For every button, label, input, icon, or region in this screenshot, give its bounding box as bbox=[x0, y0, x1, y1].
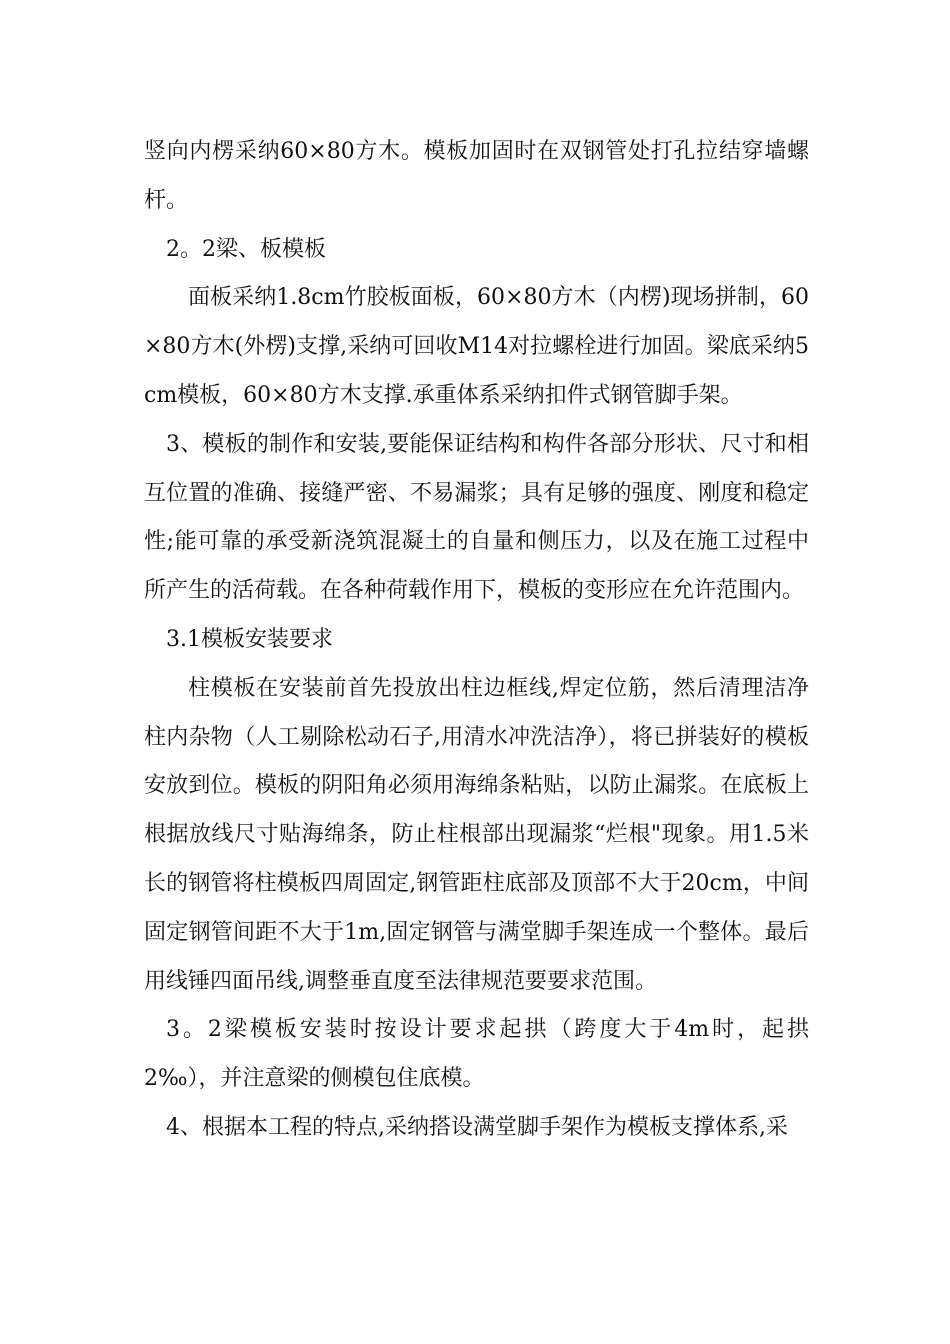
paragraph-wall-studs: 竖向内楞采纳60×80方木。模板加固时在双钢管处打孔拉结穿墙螺杆。 bbox=[144, 139, 809, 213]
paragraph-beam-camber: 3。2梁模板安装时按设计要求起拱（跨度大于4m时，起拱2‰），并注意梁的侧模包住底模。 bbox=[144, 1017, 809, 1092]
heading-beam-slab-formwork: 2。2梁、板模板 bbox=[166, 236, 326, 262]
paragraph-panel-materials: 面板采纳1.8cm竹胶板面板，60×80方木（内楞)现场拼制，60×80方木(外楞)支撑,采纳可回收M14对拉螺栓进行加固。梁底采纳5cm模板，60×80方木支撑.承重体系采纳扣件式钢管脚手架。 bbox=[144, 285, 809, 408]
paragraph-column-formwork: 柱模板在安装前首先投放出柱边框线,焊定位筋，然后清理洁净柱内杂物（人工剔除松动石子,用清水冲洗洁净），将已拼装好的模板安放到位。模板的阴阳角必须用海绵条粘贴，以防止漏浆。在底板上根据放线尺寸贴海绵条，防止柱根部出现漏浆“烂根"现象。用1.5米长的钢管将柱模板四周固定,钢管距柱底部及顶部不大于20cm，中间固定钢管间距不大于1m,固定钢管与满堂脚手架连成一个整体。最后用线锤四面吊线,调整垂直度至法律规范要要求范围。 bbox=[144, 675, 809, 994]
document-body bbox=[144, 128, 809, 1153]
paragraph-scaffold-support: 4、根据本工程的特点,采纳搭设满堂脚手架作为模板支撑体系,采 bbox=[166, 1114, 788, 1140]
paragraph-formwork-fabrication: 3、模板的制作和安装,要能保证结构和构件各部分形状、尺寸和相互位置的准确、接缝严密、不易漏浆；具有足够的强度、刚度和稳定性;能可靠的承受新浇筑混凝土的自量和侧压力，以及在施工过程中所产生的活荷载。在各种荷载作用下，模板的变形应在允许范围内。 bbox=[144, 431, 809, 604]
heading-installation-requirements: 3.1模板安装要求 bbox=[166, 626, 333, 652]
